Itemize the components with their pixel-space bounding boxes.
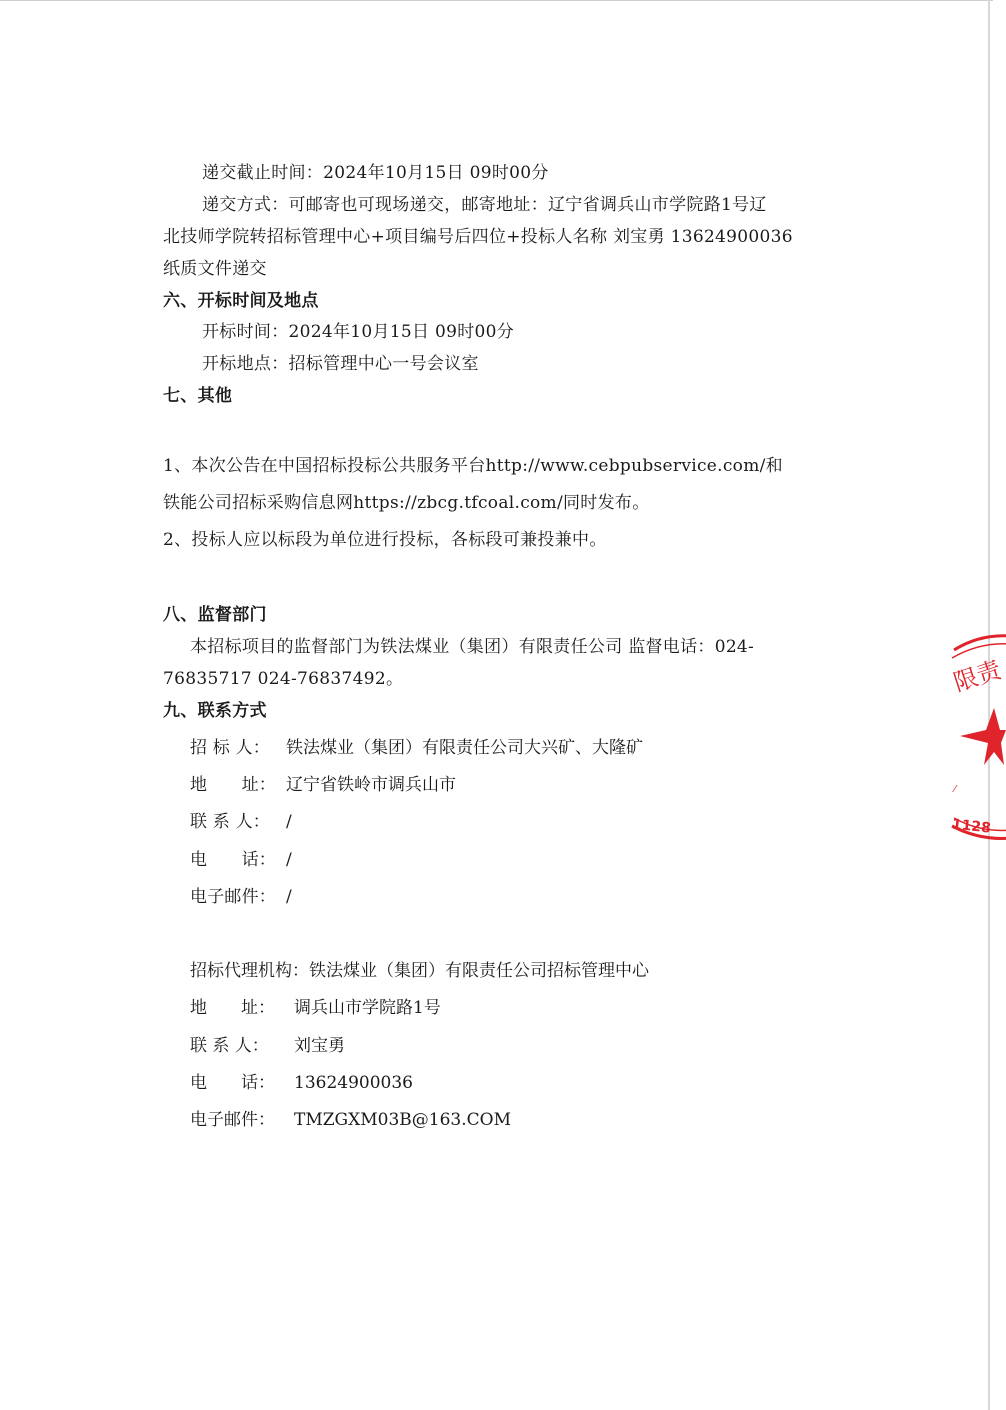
tenderer-address-row: [190, 773, 456, 797]
supervision-text-line2: 76835717 024-76837492。: [163, 669, 404, 689]
scan-top-border: [0, 0, 993, 1]
submission-method-line1: 递交方式：可邮寄也可现场递交，邮寄地址：辽宁省调兵山市学院路1号辽: [202, 195, 767, 215]
field-label: 电 话：: [190, 850, 276, 870]
section8-heading: 八、监督部门: [163, 605, 267, 625]
opening-time: 开标时间：2024年10月15日 09时00分: [202, 322, 515, 342]
agency-phone-row: [190, 1071, 413, 1095]
opening-place: 开标地点：招标管理中心一号会议室: [202, 354, 479, 374]
agency-address-row: [190, 996, 441, 1020]
field-label: 电子邮件：: [190, 887, 276, 907]
field-value: /: [286, 887, 292, 907]
other-item2: 2、投标人应以标段为单位进行投标，各标段可兼投兼中。: [163, 530, 607, 550]
tenderer-email-row: [190, 885, 292, 909]
field-value: 铁法煤业（集团）有限责任公司大兴矿、大隆矿: [286, 738, 643, 758]
agency-name-row: [190, 959, 649, 983]
submission-deadline: 递交截止时间：2024年10月15日 09时00分: [202, 163, 549, 183]
field-value: /: [286, 850, 292, 870]
tenderer-contact-row: [190, 810, 292, 834]
field-value: 铁法煤业（集团）有限责任公司招标管理中心: [309, 961, 649, 981]
svg-text:限责: 限责: [950, 655, 1005, 698]
svg-text:⁄: ⁄: [954, 784, 956, 795]
field-value: 刘宝勇: [294, 1036, 345, 1056]
field-label: 地 址：: [190, 775, 276, 795]
other-item1-line2: 铁能公司招标采购信息网https://zbcg.tfcoal.com/同时发布。: [163, 493, 650, 513]
field-label: 联 系 人：: [190, 1036, 269, 1056]
agency-email-row: [190, 1108, 511, 1132]
section7-heading: 七、其他: [163, 386, 233, 406]
submission-method-line3: 纸质文件递交: [163, 259, 267, 279]
field-label: 电子邮件：: [190, 1110, 275, 1130]
svg-text:1128: 1128: [951, 816, 992, 837]
seal-graphic: [946, 630, 1006, 845]
tenderer-name-row: [190, 736, 643, 760]
field-value: 13624900036: [294, 1073, 413, 1093]
supervision-text-line1: 本招标项目的监督部门为铁法煤业（集团）有限责任公司 监督电话：024-: [190, 637, 755, 657]
section9-heading: 九、联系方式: [163, 701, 267, 721]
field-value: 辽宁省铁岭市调兵山市: [286, 775, 456, 795]
other-item1-line1: 1、本次公告在中国招标投标公共服务平台http://www.cebpubservice.com/和: [163, 456, 783, 476]
company-seal-stamp: [946, 630, 1006, 845]
field-value: /: [286, 812, 292, 832]
field-value: 调兵山市学院路1号: [294, 998, 441, 1018]
agency-contact-row: [190, 1034, 345, 1058]
field-label: 电 话：: [190, 1073, 275, 1093]
field-value: TMZGXM03B@163.COM: [294, 1110, 511, 1130]
submission-method-line2: 北技师学院转招标管理中心+项目编号后四位+投标人名称 刘宝勇 13624900036: [163, 227, 793, 247]
field-label: 地 址：: [190, 998, 275, 1018]
section6-heading: 六、开标时间及地点: [163, 291, 319, 311]
field-label: 联 系 人：: [190, 812, 271, 832]
field-label: 招 标 人：: [190, 738, 271, 758]
field-label: 招标代理机构：: [190, 961, 309, 981]
tenderer-phone-row: [190, 848, 292, 872]
